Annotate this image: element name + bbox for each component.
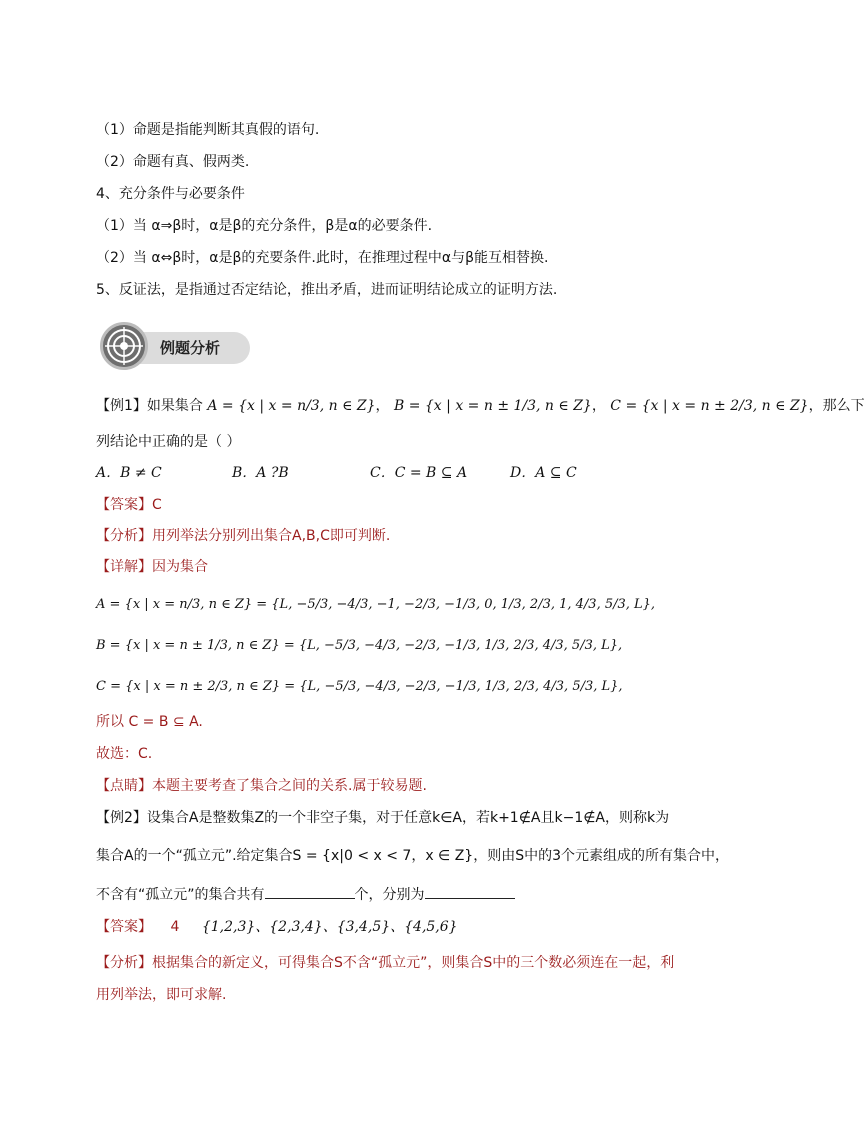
ex2-answer	[96, 917, 458, 937]
ex2-analysis-line-1	[96, 953, 674, 973]
section-badge	[100, 322, 250, 372]
ex2-question-line-3	[96, 882, 515, 905]
ex1-comment	[96, 776, 427, 796]
section-4-line-1: （1）当 α⇒β时，α是β的充分条件，β是α的必要条件.	[96, 218, 433, 234]
ex1-answer-label: 【答案】	[96, 497, 152, 513]
ex1-label: 【例1】	[96, 398, 147, 414]
ex2-blank-count	[265, 882, 355, 899]
ex1-conclusion: 所以 C = B ⊆ A.	[96, 714, 203, 730]
ex1-comment-label: 【点睛】	[96, 778, 152, 794]
ex1-equation-b: B = {x | x = n ± 1/3, n ∈ Z} = {L, −5/3, −4/3, −2/3, −1/3, 1/3, 2/3, 4/3, 5/3, L},	[96, 638, 623, 653]
ex2-line-3b: 个，分别为	[354, 887, 425, 903]
ex2-question-line-1	[96, 808, 669, 828]
ex2-line-3a: 不含有“孤立元”的集合共有	[96, 887, 265, 903]
ex1-set-c: C = {x | x = n ± 2/3, n ∈ Z}	[610, 398, 809, 414]
ex1-tail: ，那么下	[808, 398, 865, 414]
proposition-line-2: （2）命题有真、假两类.	[96, 154, 250, 170]
ex2-analysis-text-1: 根据集合的新定义，可得集合S不含“孤立元”，则集合S中的三个数必须连在一起，利	[152, 955, 675, 971]
ex2-answer-num: 4	[170, 919, 180, 935]
section-5-text: 5、反证法，是指通过否定结论，推出矛盾，进而证明结论成立的证明方法.	[96, 282, 558, 298]
ex1-detail	[96, 557, 208, 577]
target-icon	[100, 322, 148, 370]
ex1-option-d: D．A ⊆ C	[510, 465, 577, 481]
ex1-equation-a: A = {x | x = n/3, n ∈ Z} = {L, −5/3, −4/3, −1, −2/3, −1/3, 0, 1/3, 2/3, 1, 4/3, 5/3, L},	[96, 597, 656, 612]
ex1-analysis-label: 【分析】	[96, 528, 152, 544]
ex2-answer-label: 【答案】	[96, 919, 152, 935]
ex1-analysis-text: 用列举法分别列出集合A,B,C即可判断.	[152, 528, 391, 544]
ex1-option-a: A．B ≠ C	[96, 465, 162, 481]
ex1-option-b: B．A ?B	[232, 465, 289, 481]
ex1-answer	[96, 495, 162, 515]
section-4-line-2: （2）当 α⇔β时，α是β的充要条件.此时，在推理过程中α与β能互相替换.	[96, 250, 549, 266]
section-4-title: 4、充分条件与必要条件	[96, 186, 245, 202]
proposition-line-1: （1）命题是指能判断其真假的语句.	[96, 122, 320, 138]
ex1-detail-label: 【详解】	[96, 559, 152, 575]
ex2-question-line-2: 集合A的一个“孤立元”.给定集合S = {x|0 < x < 7，x ∈ Z}，则由S中的3个元素组成的所有集合中，	[96, 848, 729, 864]
ex1-set-b: B = {x | x = n ± 1/3, n ∈ Z}	[393, 398, 592, 414]
ex2-analysis-label: 【分析】	[96, 955, 152, 971]
ex1-choose: 故选：C.	[96, 746, 153, 762]
ex1-question-line-2: 列结论中正确的是（ ）	[96, 434, 241, 450]
ex1-answer-value: C	[152, 497, 162, 513]
ex2-label: 【例2】	[96, 810, 147, 826]
ex1-set-a: A = {x | x = n/3, n ∈ Z}	[207, 398, 376, 414]
ex1-equation-c: C = {x | x = n ± 2/3, n ∈ Z} = {L, −5/3, −4/3, −2/3, −1/3, 1/3, 2/3, 4/3, 5/3, L},	[96, 679, 623, 694]
ex2-analysis-line-2: 用列举法，即可求解.	[96, 987, 227, 1003]
badge-title: 例题分析	[160, 339, 221, 357]
ex2-answer-sets: {1,2,3}、{2,3,4}、{3,4,5}、{4,5,6}	[201, 919, 458, 935]
ex2-blank-sets	[425, 882, 515, 899]
ex1-intro: 如果集合	[146, 398, 203, 414]
ex1-detail-intro: 因为集合	[152, 559, 208, 575]
ex1-comment-text: 本题主要考查了集合之间的关系.属于较易题.	[152, 778, 427, 794]
ex2-line-1-text: 设集合A是整数集Z的一个非空子集，对于任意k∈A，若k+1∉A且k−1∉A，则称k为	[146, 810, 670, 826]
ex1-question-line-1: 【例1】如果集合 A = {x | x = n/3, n ∈ Z}， B = {x | x = n ± 1/3, n ∈ Z}， C = {x | x = n ± 2/3, n ∈ Z}，那么下	[96, 398, 865, 414]
ex1-option-c: C．C = B ⊆ A	[370, 465, 468, 481]
ex1-analysis	[96, 526, 390, 546]
